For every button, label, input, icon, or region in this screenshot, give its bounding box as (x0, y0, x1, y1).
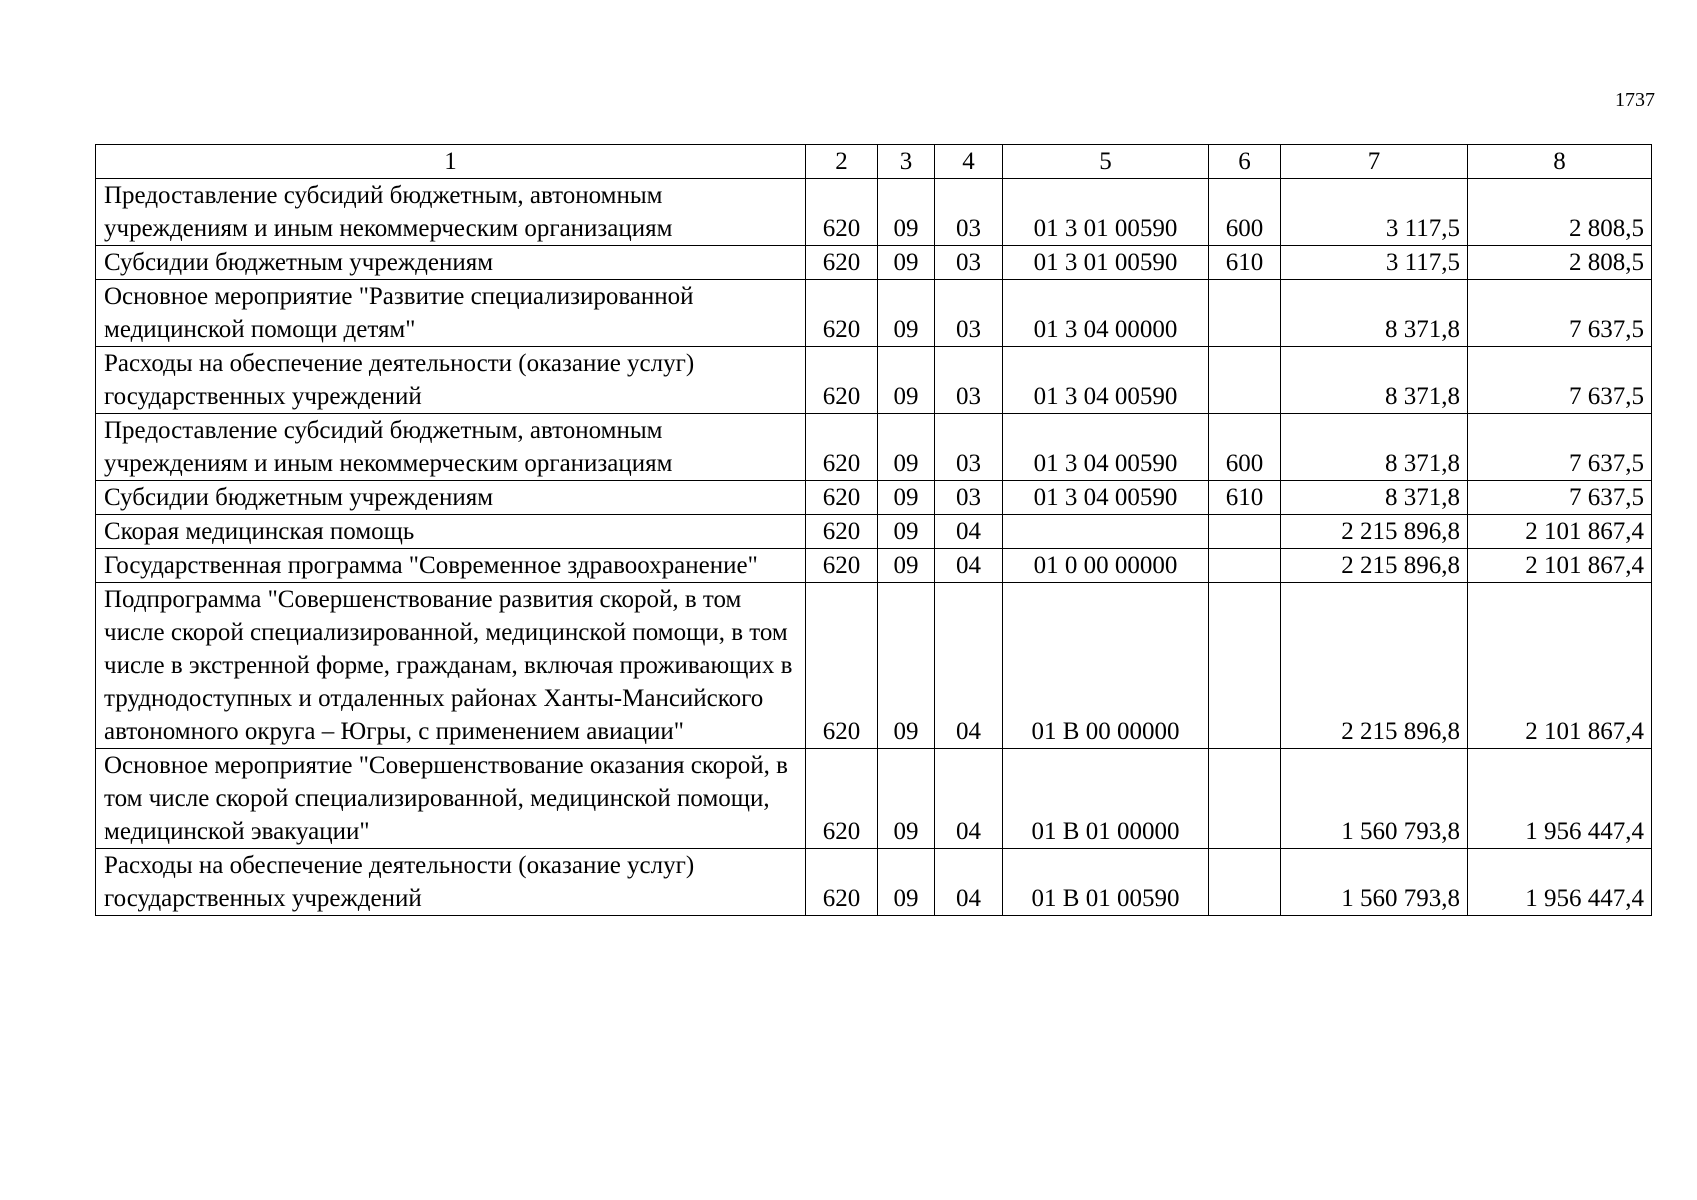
col-3: 09 (878, 246, 935, 280)
col-4: 03 (935, 246, 1003, 280)
col-8: 2 808,5 (1468, 179, 1652, 246)
col-3: 09 (878, 481, 935, 515)
table-row (96, 515, 1652, 549)
col-6: 610 (1209, 246, 1281, 280)
table-body (96, 145, 1652, 916)
col-4: 03 (935, 179, 1003, 246)
col-2: 620 (806, 849, 878, 916)
header-cell: 2 (806, 145, 878, 179)
col-4: 04 (935, 749, 1003, 849)
row-name: Субсидии бюджетным учреждениям (96, 246, 806, 280)
col-7: 1 560 793,8 (1281, 749, 1468, 849)
col-2: 620 (806, 549, 878, 583)
table-row (96, 481, 1652, 515)
row-name: Расходы на обеспечение деятельности (оказание услуг) государственных учреждений (96, 849, 806, 916)
col-3: 09 (878, 849, 935, 916)
col-7: 8 371,8 (1281, 414, 1468, 481)
col-3: 09 (878, 347, 935, 414)
col-3: 09 (878, 515, 935, 549)
col-3: 09 (878, 749, 935, 849)
header-cell: 1 (96, 145, 806, 179)
col-6 (1209, 280, 1281, 347)
header-cell: 6 (1209, 145, 1281, 179)
col-2: 620 (806, 280, 878, 347)
table-row (96, 414, 1652, 481)
col-8: 1 956 447,4 (1468, 849, 1652, 916)
col-8: 2 101 867,4 (1468, 515, 1652, 549)
col-5: 01 В 01 00000 (1003, 749, 1209, 849)
col-3: 09 (878, 179, 935, 246)
col-4: 03 (935, 347, 1003, 414)
table-row (96, 347, 1652, 414)
row-name: Скорая медицинская помощь (96, 515, 806, 549)
col-7: 1 560 793,8 (1281, 849, 1468, 916)
row-name: Государственная программа "Современное здравоохранение" (96, 549, 806, 583)
header-cell: 4 (935, 145, 1003, 179)
col-8: 2 101 867,4 (1468, 583, 1652, 749)
header-cell: 7 (1281, 145, 1468, 179)
header-cell: 5 (1003, 145, 1209, 179)
col-5: 01 3 01 00590 (1003, 246, 1209, 280)
col-3: 09 (878, 280, 935, 347)
header-cell: 8 (1468, 145, 1652, 179)
col-7: 8 371,8 (1281, 347, 1468, 414)
col-6: 610 (1209, 481, 1281, 515)
row-name: Основное мероприятие "Совершенствование оказания скорой, в том числе скорой специализированной, медицинской помощи, медицинской эвакуации" (96, 749, 806, 849)
row-name: Подпрограмма "Совершенствование развития скорой, в том числе скорой специализированной, медицинской помощи, в том числе в экстренной форме, гражданам, включая проживающих в труднодоступных и отдаленных районах Ханты-Мансийского автономного округа – Югры, с применением авиации" (96, 583, 806, 749)
col-7: 8 371,8 (1281, 280, 1468, 347)
row-name: Основное мероприятие "Развитие специализированной медицинской помощи детям" (96, 280, 806, 347)
header-cell: 3 (878, 145, 935, 179)
col-7: 3 117,5 (1281, 179, 1468, 246)
col-2: 620 (806, 515, 878, 549)
row-name: Субсидии бюджетным учреждениям (96, 481, 806, 515)
col-6 (1209, 749, 1281, 849)
col-8: 7 637,5 (1468, 481, 1652, 515)
col-2: 620 (806, 246, 878, 280)
col-5: 01 3 04 00590 (1003, 347, 1209, 414)
col-3: 09 (878, 414, 935, 481)
row-name: Предоставление субсидий бюджетным, автономным учреждениям и иным некоммерческим организациям (96, 414, 806, 481)
col-5: 01 0 00 00000 (1003, 549, 1209, 583)
table-row (96, 749, 1652, 849)
col-3: 09 (878, 549, 935, 583)
col-4: 04 (935, 849, 1003, 916)
table-header-row (96, 145, 1652, 179)
col-2: 620 (806, 481, 878, 515)
col-7: 2 215 896,8 (1281, 583, 1468, 749)
col-8: 2 101 867,4 (1468, 549, 1652, 583)
col-5: 01 3 04 00590 (1003, 414, 1209, 481)
col-6 (1209, 515, 1281, 549)
col-2: 620 (806, 347, 878, 414)
col-6: 600 (1209, 414, 1281, 481)
col-5: 01 В 01 00590 (1003, 849, 1209, 916)
col-3: 09 (878, 583, 935, 749)
col-5: 01 3 04 00590 (1003, 481, 1209, 515)
col-2: 620 (806, 414, 878, 481)
col-4: 03 (935, 280, 1003, 347)
table-row (96, 280, 1652, 347)
row-name: Расходы на обеспечение деятельности (оказание услуг) государственных учреждений (96, 347, 806, 414)
col-2: 620 (806, 179, 878, 246)
col-6 (1209, 849, 1281, 916)
table-row (96, 583, 1652, 749)
col-4: 04 (935, 549, 1003, 583)
col-5: 01 3 04 00000 (1003, 280, 1209, 347)
col-4: 03 (935, 414, 1003, 481)
col-8: 7 637,5 (1468, 414, 1652, 481)
col-6: 600 (1209, 179, 1281, 246)
col-2: 620 (806, 583, 878, 749)
col-7: 3 117,5 (1281, 246, 1468, 280)
col-4: 03 (935, 481, 1003, 515)
col-5 (1003, 515, 1209, 549)
col-2: 620 (806, 749, 878, 849)
col-8: 1 956 447,4 (1468, 749, 1652, 849)
col-8: 7 637,5 (1468, 347, 1652, 414)
table-row (96, 849, 1652, 916)
page-number: 1737 (1615, 89, 1655, 111)
col-8: 2 808,5 (1468, 246, 1652, 280)
table-row (96, 549, 1652, 583)
col-6 (1209, 549, 1281, 583)
col-6 (1209, 347, 1281, 414)
table-row (96, 179, 1652, 246)
col-6 (1209, 583, 1281, 749)
row-name: Предоставление субсидий бюджетным, автономным учреждениям и иным некоммерческим организациям (96, 179, 806, 246)
col-4: 04 (935, 515, 1003, 549)
table-row (96, 246, 1652, 280)
budget-table (95, 144, 1652, 916)
col-7: 2 215 896,8 (1281, 549, 1468, 583)
col-7: 2 215 896,8 (1281, 515, 1468, 549)
col-5: 01 3 01 00590 (1003, 179, 1209, 246)
col-8: 7 637,5 (1468, 280, 1652, 347)
col-7: 8 371,8 (1281, 481, 1468, 515)
col-5: 01 В 00 00000 (1003, 583, 1209, 749)
col-4: 04 (935, 583, 1003, 749)
